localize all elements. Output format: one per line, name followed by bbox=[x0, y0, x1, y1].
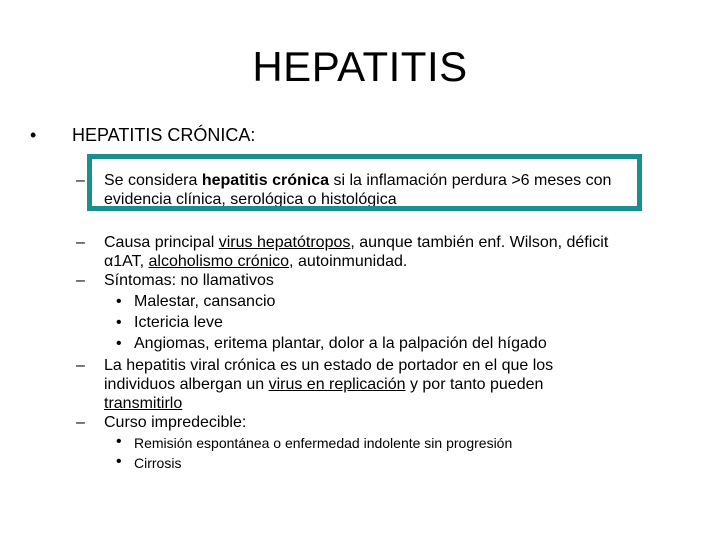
definition-pre: Se considera bbox=[104, 172, 202, 189]
viral-line1: La hepatitis viral crónica es un estado de portador en el que los bbox=[104, 357, 554, 374]
curso-item: Remisión espontánea o enfermedad indolente sin progresión bbox=[134, 435, 513, 451]
viral-line2-post: y por tanto pueden bbox=[405, 376, 544, 393]
causa-underline-virus: virus hepatótropos bbox=[218, 234, 351, 251]
highlight-box bbox=[87, 154, 642, 211]
viral-line2-pre: individuos albergan un bbox=[104, 376, 269, 393]
sintoma-item: Ictericia leve bbox=[134, 314, 223, 331]
causa-underline-alcohol: alcoholismo crónico bbox=[148, 253, 290, 270]
dash-bullet: – bbox=[76, 272, 85, 289]
causa-line2-pre: α1AT, bbox=[104, 253, 149, 270]
level3-bullet: • bbox=[116, 433, 122, 450]
viral-underline-replicacion: virus en replicación bbox=[268, 376, 406, 393]
slide-title: HEPATITIS bbox=[252, 43, 468, 90]
definition-bold: hepatitis crónica bbox=[201, 172, 329, 189]
section-heading: HEPATITIS CRÓNICA: bbox=[72, 125, 256, 145]
level1-bullet: • bbox=[30, 125, 37, 145]
level3-bullet: • bbox=[116, 293, 122, 310]
sintomas-label: Síntomas: no llamativos bbox=[104, 272, 274, 289]
curso-item: Cirrosis bbox=[134, 455, 182, 471]
definition-line2: evidencia clínica, serológica o histológica bbox=[104, 191, 397, 208]
dash-bullet: – bbox=[76, 172, 85, 189]
viral-text bbox=[104, 356, 694, 413]
level3-bullet: • bbox=[116, 453, 122, 470]
viral-underline-transmitirlo: transmitirlo bbox=[104, 395, 183, 412]
definition-post: si la inflamación perdura >6 meses con bbox=[329, 172, 612, 189]
sintoma-item: Malestar, cansancio bbox=[134, 293, 276, 310]
level3-bullet: • bbox=[116, 314, 122, 331]
dash-bullet: – bbox=[76, 414, 85, 431]
sintoma-item: Angiomas, eritema plantar, dolor a la palpación del hígado bbox=[134, 335, 547, 352]
causa-line2-post: , autoinmunidad. bbox=[289, 253, 408, 270]
curso-label: Curso impredecible: bbox=[104, 414, 247, 431]
causa-pre: Causa principal bbox=[104, 234, 219, 251]
level3-bullet: • bbox=[116, 335, 122, 352]
dash-bullet: – bbox=[76, 234, 85, 251]
dash-bullet: – bbox=[76, 357, 85, 374]
causa-text bbox=[104, 233, 694, 271]
causa-mid: , aunque también enf. Wilson, déficit bbox=[350, 234, 609, 251]
